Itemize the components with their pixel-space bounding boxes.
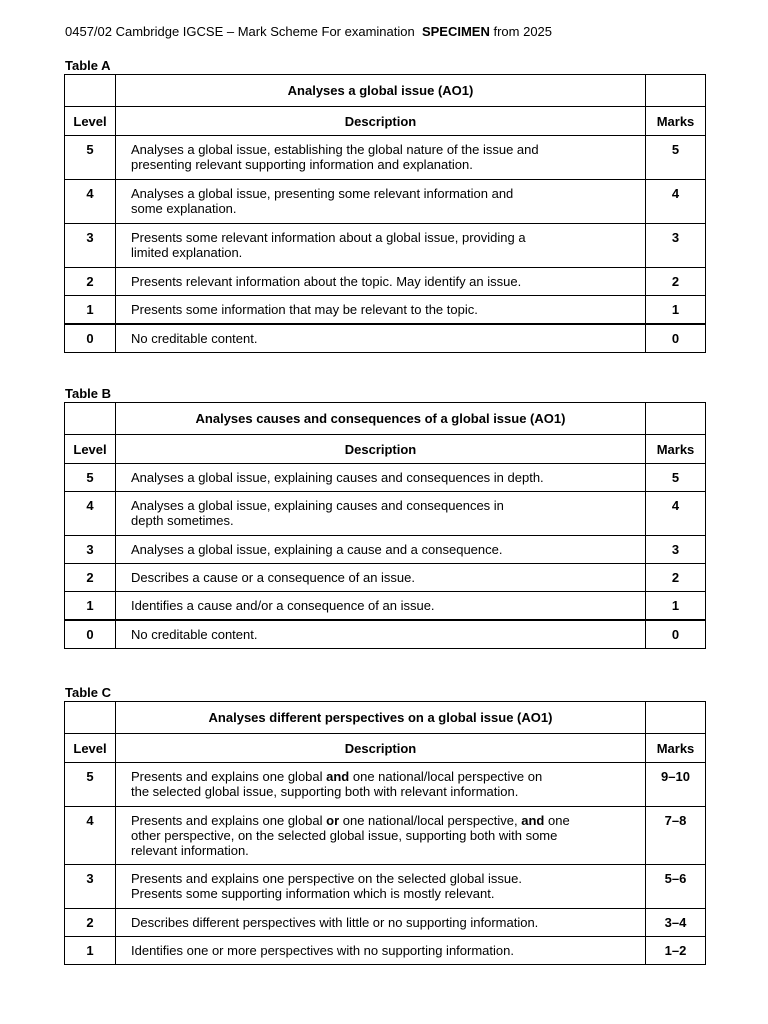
marks-cell: 0 (646, 324, 706, 353)
emphasis-and: and (521, 813, 545, 828)
level-cell: 2 (65, 564, 116, 592)
description-header: Description (116, 107, 646, 136)
description-cell: Describes a cause or a consequence of an issue. (116, 564, 646, 592)
description-cell: No creditable content. (116, 620, 646, 649)
table-b-title: Analyses causes and consequences of a global issue (AO1) (116, 403, 646, 435)
level-cell: 1 (65, 592, 116, 621)
level-cell: 5 (65, 763, 116, 807)
marks-header: Marks (646, 435, 706, 464)
description-cell: No creditable content. (116, 324, 646, 353)
table-a-header-row (65, 107, 706, 136)
table-a-title-row (65, 75, 706, 107)
table-c-header-row (65, 734, 706, 763)
marks-cell: 5 (646, 136, 706, 180)
level-cell: 2 (65, 268, 116, 296)
level-cell: 4 (65, 180, 116, 224)
table-b-title-row (65, 403, 706, 435)
description-line: Presents and explains one perspective on the selected global issue. (131, 871, 522, 886)
marks-cell: 7–8 (646, 807, 706, 865)
table-c-label: Table C (65, 685, 111, 700)
text-run: Presents and explains one global (131, 769, 327, 784)
description-cell (116, 180, 646, 224)
table-row (65, 492, 706, 536)
emphasis-and: and (326, 769, 350, 784)
description-cell: Identifies one or more perspectives with no supporting information. (116, 937, 646, 965)
table-row (65, 909, 706, 937)
marks-cell: 1 (646, 592, 706, 621)
marks-header: Marks (646, 107, 706, 136)
description-cell (116, 763, 646, 807)
marks-cell: 2 (646, 564, 706, 592)
table-a-label: Table A (65, 58, 111, 73)
description-cell: Presents relevant information about the topic. May identify an issue. (116, 268, 646, 296)
level-cell: 5 (65, 464, 116, 492)
table-row (65, 464, 706, 492)
level-cell: 3 (65, 865, 116, 909)
description-line: presenting relevant supporting information and explanation. (131, 157, 473, 172)
marks-cell: 5–6 (646, 865, 706, 909)
table-row (65, 937, 706, 965)
emphasis-or: or (326, 813, 340, 828)
description-cell (116, 865, 646, 909)
level-cell: 3 (65, 536, 116, 564)
table-c (64, 701, 706, 965)
marks-cell: 2 (646, 268, 706, 296)
description-line: Analyses a global issue, presenting some relevant information and (131, 186, 514, 201)
table-b-header-row (65, 435, 706, 464)
table-row (65, 136, 706, 180)
marks-cell: 1 (646, 296, 706, 325)
marks-cell: 1–2 (646, 937, 706, 965)
table-a-title: Analyses a global issue (AO1) (116, 75, 646, 107)
header-suffix: from 2025 (493, 24, 553, 39)
text-run: one (544, 813, 570, 828)
marks-cell: 4 (646, 492, 706, 536)
description-line: Analyses a global issue, explaining causes and consequences in (131, 498, 504, 513)
marks-cell: 3 (646, 536, 706, 564)
description-cell: Describes different perspectives with little or no supporting information. (116, 909, 646, 937)
level-header: Level (65, 435, 116, 464)
description-line: Presents some relevant information about a global issue, providing a (131, 230, 526, 245)
table-row (65, 865, 706, 909)
table-b (64, 402, 706, 649)
description-line: some explanation. (131, 201, 237, 216)
header-prefix: 0457/02 Cambridge IGCSE – Mark Scheme For examination (65, 24, 415, 39)
level-cell: 2 (65, 909, 116, 937)
table-a (64, 74, 706, 353)
table-row (65, 296, 706, 325)
description-cell: Analyses a global issue, explaining causes and consequences in depth. (116, 464, 646, 492)
description-line: Presents some supporting information which is mostly relevant. (131, 886, 495, 901)
level-header: Level (65, 734, 116, 763)
level-cell: 0 (65, 324, 116, 353)
table-c-title: Analyses different perspectives on a global issue (AO1) (116, 702, 646, 734)
description-cell (116, 136, 646, 180)
level-cell: 1 (65, 937, 116, 965)
marks-cell: 5 (646, 464, 706, 492)
description-cell (116, 807, 646, 865)
description-header: Description (116, 734, 646, 763)
level-cell: 4 (65, 807, 116, 865)
marks-cell: 4 (646, 180, 706, 224)
marks-cell: 9–10 (646, 763, 706, 807)
description-line: other perspective, on the selected global issue, supporting both with some (131, 828, 558, 843)
description-line: depth sometimes. (131, 513, 234, 528)
table-row (65, 592, 706, 621)
table-row (65, 268, 706, 296)
level-cell: 0 (65, 620, 116, 649)
table-row (65, 564, 706, 592)
table-row (65, 536, 706, 564)
description-cell: Identifies a cause and/or a consequence of an issue. (116, 592, 646, 621)
marks-cell: 0 (646, 620, 706, 649)
page-header (65, 24, 552, 39)
table-row (65, 807, 706, 865)
level-cell: 1 (65, 296, 116, 325)
header-specimen: SPECIMEN (421, 24, 490, 39)
marks-cell: 3–4 (646, 909, 706, 937)
description-cell: Analyses a global issue, explaining a cause and a consequence. (116, 536, 646, 564)
marks-header: Marks (646, 734, 706, 763)
level-header: Level (65, 107, 116, 136)
description-cell: Presents some information that may be relevant to the topic. (116, 296, 646, 325)
table-c-title-row (65, 702, 706, 734)
table-row (65, 763, 706, 807)
description-header: Description (116, 435, 646, 464)
description-line: Analyses a global issue, establishing the global nature of the issue and (131, 142, 539, 157)
description-line: limited explanation. (131, 245, 243, 260)
description-cell (116, 492, 646, 536)
description-line (131, 813, 635, 828)
table-row (65, 224, 706, 268)
text-run: one national/local perspective on (349, 769, 543, 784)
table-b-label: Table B (65, 386, 111, 401)
level-cell: 5 (65, 136, 116, 180)
description-line (131, 769, 635, 784)
description-cell (116, 224, 646, 268)
level-cell: 3 (65, 224, 116, 268)
description-line: relevant information. (131, 843, 249, 858)
text-run: one national/local perspective, (339, 813, 522, 828)
description-line: the selected global issue, supporting both with relevant information. (131, 784, 519, 799)
text-run: Presents and explains one global (131, 813, 327, 828)
table-row (65, 620, 706, 649)
marks-cell: 3 (646, 224, 706, 268)
table-row (65, 324, 706, 353)
level-cell: 4 (65, 492, 116, 536)
table-row (65, 180, 706, 224)
